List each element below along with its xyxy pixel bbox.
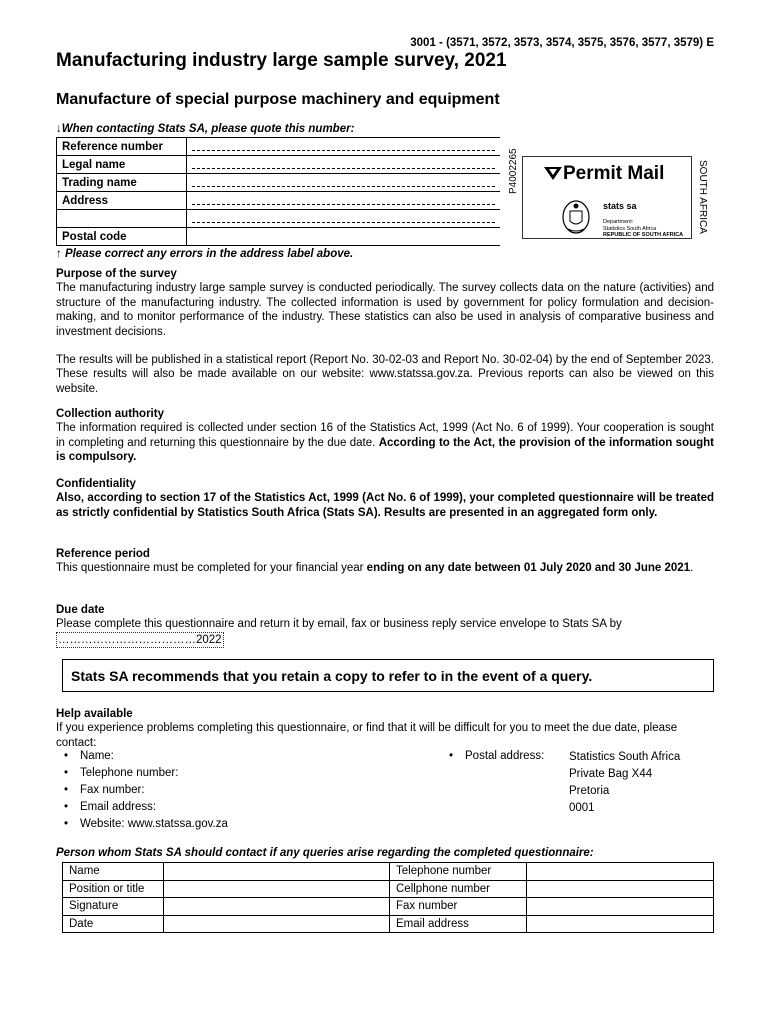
purpose-section: [56, 267, 714, 396]
due-date-text: Please complete this questionnaire and return it by email, fax or business reply service envelope to Stats SA by: [56, 618, 622, 631]
contact-heading: Person whom Stats SA should contact if any queries arise regarding the completed questionnaire:: [56, 847, 594, 859]
confidentiality-text: Also, according to section 17 of the Statistics Act, 1999 (Act No. 6 of 1999), your completed questionnaire will be treated as strictly confidential by Statistics South Africa (Stats SA). Results are presented in an aggregated form only.: [56, 492, 714, 519]
due-date-field[interactable]: ………………………………2022: [56, 632, 224, 648]
contact-row: [63, 880, 714, 898]
dept-line-2: Statistics South Africa: [603, 225, 657, 232]
purpose-heading: Purpose of the survey: [56, 268, 177, 280]
address-table: [56, 137, 500, 246]
collection-section: [56, 407, 714, 465]
contact-telephone-field[interactable]: [527, 863, 714, 881]
postal-line-3: Pretoria: [569, 785, 610, 797]
permit-arrow-icon: [543, 165, 563, 181]
contact-name-field[interactable]: [164, 863, 390, 881]
reference-period-bold: ending on any date between 01 July 2020 and 30 June 2021: [366, 562, 691, 575]
address-line-2-label: [57, 210, 187, 228]
permit-mail-text: Permit Mail: [563, 163, 665, 184]
contact-date-label: Date: [63, 915, 164, 933]
confidentiality-section: [56, 477, 714, 520]
contact-signature-label: Signature: [63, 898, 164, 916]
collection-heading: Collection authority: [56, 408, 164, 420]
reference-period-heading: Reference period: [56, 548, 150, 560]
reference-number-field[interactable]: [187, 138, 501, 156]
due-date-heading: Due date: [56, 604, 105, 616]
department-text: [603, 219, 703, 239]
postal-line-2: Private Bag X44: [569, 768, 653, 780]
quote-number-note: ↓When contacting Stats SA, please quote this number:: [56, 123, 355, 135]
reference-period-section: [56, 547, 714, 576]
help-heading: Help available: [56, 708, 133, 720]
permit-mail-label: [543, 163, 664, 185]
collection-text-bold: According to the Act, the provision of the information sought is compulsory.: [56, 436, 714, 464]
contact-position-label: Position or title: [63, 880, 164, 898]
contact-telephone-label: Telephone number: [390, 863, 527, 881]
postal-code-field[interactable]: [187, 228, 501, 246]
postal-code-label: Postal code: [57, 228, 187, 246]
contact-cellphone-field[interactable]: [527, 880, 714, 898]
address-field[interactable]: [187, 192, 501, 210]
reference-period-end: .: [690, 562, 694, 575]
form-codes: 3001 - (3571, 3572, 3573, 3574, 3575, 3576, 3577, 3579) E: [410, 37, 714, 49]
stats-sa-logo-text: stats sa: [603, 201, 637, 211]
country-label: SOUTH AFRICA: [697, 160, 708, 234]
contact-table: [62, 862, 714, 933]
help-section: [56, 707, 714, 750]
help-item-name: • Name:: [80, 750, 114, 762]
trading-name-label: Trading name: [57, 174, 187, 192]
contact-fax-field[interactable]: [527, 898, 714, 916]
help-item-website: • Website: www.statssa.gov.za: [80, 818, 228, 830]
contact-row: [63, 915, 714, 933]
permit-mail-stamp: [504, 150, 706, 245]
address-label: Address: [57, 192, 187, 210]
postal-line-4: 0001: [569, 802, 595, 814]
contact-position-field[interactable]: [164, 880, 390, 898]
help-text: If you experience problems completing this questionnaire, or find that it will be difficult for you to meet the due date, please contact:: [56, 722, 678, 749]
address-line-2-field[interactable]: [187, 210, 501, 228]
reference-period-main: This questionnaire must be completed for your financial year: [56, 562, 367, 575]
collection-text: [56, 421, 714, 464]
contact-date-field[interactable]: [164, 915, 390, 933]
help-item-telephone: • Telephone number:: [80, 767, 178, 779]
contact-fax-label: Fax number: [390, 898, 527, 916]
contact-name-label: Name: [63, 863, 164, 881]
contact-email-field[interactable]: [527, 915, 714, 933]
retain-copy-notice: Stats SA recommends that you retain a copy to refer to in the event of a query.: [62, 659, 714, 692]
due-date-section: [56, 603, 714, 648]
reference-number-label: Reference number: [57, 138, 187, 156]
legal-name-label: Legal name: [57, 156, 187, 174]
page-title: Manufacturing industry large sample survey, 2021: [56, 50, 507, 71]
confidentiality-heading: Confidentiality: [56, 478, 136, 490]
contact-row: [63, 898, 714, 916]
contact-signature-field[interactable]: [164, 898, 390, 916]
permit-code: P4002265: [508, 148, 519, 194]
help-item-email: • Email address:: [80, 801, 156, 813]
collection-text-main: The information required is collected under section 16 of the Statistics Act, 1999 (Act No. 6 of 1999). Your cooperation is sought in completing and returning this questionnaire by the due date.: [56, 422, 714, 449]
contact-email-label: Email address: [390, 915, 527, 933]
page-subtitle: Manufacture of special purpose machinery and equipment: [56, 91, 500, 108]
dept-line-3: REPUBLIC OF SOUTH AFRICA: [603, 232, 684, 238]
legal-name-field[interactable]: [187, 156, 501, 174]
contact-row: [63, 863, 714, 881]
postal-address-label: • Postal address:: [465, 750, 544, 762]
dept-line-1: Department:: [603, 219, 634, 225]
coat-of-arms-icon: [561, 199, 591, 235]
trading-name-field[interactable]: [187, 174, 501, 192]
contact-cellphone-label: Cellphone number: [390, 880, 527, 898]
help-item-fax: • Fax number:: [80, 784, 145, 796]
purpose-paragraph-2: The results will be published in a statistical report (Report No. 30-02-03 and Report No. 30-02-04) by the end of September 2023. These results will also be made available on our website: www.statssa.gov.za. Previous reports can also be viewed on this website.: [56, 354, 714, 395]
postal-line-1: Statistics South Africa: [569, 751, 681, 763]
purpose-paragraph-1: The manufacturing industry large sample survey is conducted periodically. The survey collects data on the nature (activities) and structure of the manufacturing industry. The collected information is used by government for policy formulation and decision-making, and to monitor performance of the industry. These statistics can also be used in analysis of comparative business and investment decisions.: [56, 282, 714, 338]
correct-errors-note: ↑ Please correct any errors in the address label above.: [56, 248, 354, 260]
reference-period-text: [56, 561, 714, 575]
permit-box: [522, 156, 692, 239]
